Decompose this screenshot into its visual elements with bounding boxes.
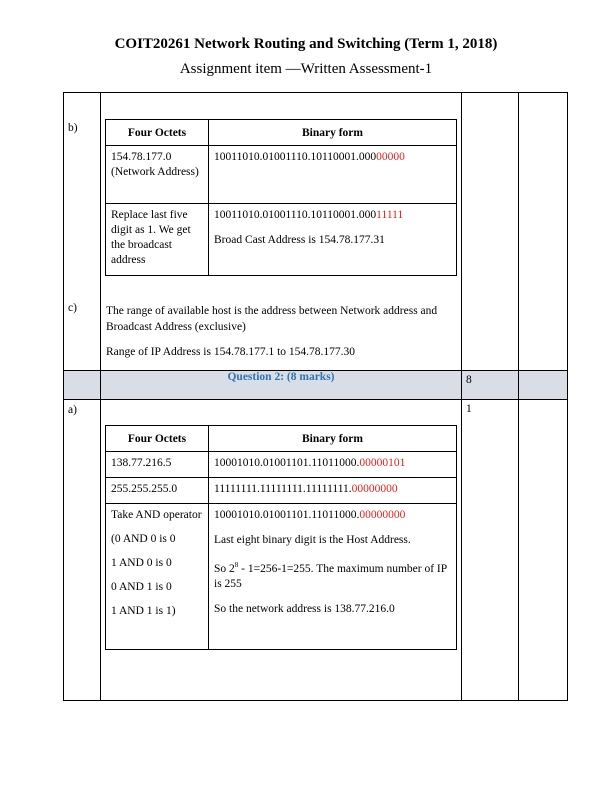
binary-cell: 10001010.01001101.11011000.00000000 Last eight binary digit is the Host Address. So $2^8 - 1=256-1=255$. The maximum number of IP is 255 So the network address is 138.77.216.0 — [209, 504, 457, 650]
binary-table-a — [105, 425, 457, 650]
answer-row-a — [64, 400, 568, 701]
question-marks: 8 — [462, 371, 519, 400]
binary-cell: 11111111.11111111.11111111.00000000 — [209, 478, 457, 504]
part-b-label: b) — [68, 122, 78, 134]
header-four-octets: Four Octets — [106, 426, 209, 452]
range-result: Range of IP Address is 154.78.177.1 to 154.78.177.30 — [106, 346, 356, 358]
marks-cell — [462, 93, 519, 371]
answer-cell — [101, 93, 462, 371]
label-cell — [64, 93, 101, 371]
part-a-label: a) — [64, 400, 101, 701]
header-binary-form: Binary form — [209, 426, 457, 452]
table-row — [106, 204, 457, 276]
answer-row-bc — [64, 93, 568, 371]
score-cell — [519, 400, 568, 701]
question-header-row — [64, 371, 568, 400]
octets-cell: Take AND operator (0 AND 0 is 0 1 AND 0 is 0 0 AND 1 is 0 1 AND 1 is 1) — [106, 504, 209, 650]
part-c-label: c) — [68, 302, 77, 314]
host-note: Last eight binary digit is the Host Address. — [214, 534, 411, 546]
broadcast-note: Broad Cast Address is 154.78.177.31 — [214, 234, 385, 246]
document-title: COIT20261 Network Routing and Switching (Term 1, 2018) — [114, 36, 498, 52]
octets-cell: 154.78.177.0 (Network Address) — [106, 146, 209, 204]
score-cell — [519, 371, 568, 400]
max-ip-note: So $2^8 - 1=256-1=255$. The maximum number of IP is 255 — [214, 561, 447, 590]
score-cell — [519, 93, 568, 371]
assessment-table — [63, 92, 568, 701]
table-row — [106, 452, 457, 478]
octets-cell: Replace last five digit as 1. We get the broadcast address — [106, 204, 209, 276]
binary-cell: 10001010.01001101.11011000.00000101 — [209, 452, 457, 478]
range-text: The range of available host is the address between Network address and Broadcast Address (exclusive) — [106, 305, 438, 333]
table-row — [106, 504, 457, 650]
part-a-mark: 1 — [462, 400, 519, 701]
octets-cell: 255.255.255.0 — [106, 478, 209, 504]
octets-cell: 138.77.216.5 — [106, 452, 209, 478]
document-subtitle: Assignment item —Written Assessment-1 — [179, 61, 433, 77]
binary-cell: 10011010.01001110.10110001.00000000 — [209, 146, 457, 204]
binary-cell: 10011010.01001110.10110001.00011111 Broad Cast Address is 154.78.177.31 — [209, 204, 457, 276]
header-binary-form: Binary form — [209, 120, 457, 146]
table-row — [106, 146, 457, 204]
binary-table-b — [105, 119, 457, 276]
question-title: Question 2: (8 marks) — [101, 371, 462, 400]
label-cell — [64, 371, 101, 400]
header-four-octets: Four Octets — [106, 120, 209, 146]
answer-cell — [101, 400, 462, 701]
table-row — [106, 478, 457, 504]
network-address-note: So the network address is 138.77.216.0 — [214, 602, 395, 615]
